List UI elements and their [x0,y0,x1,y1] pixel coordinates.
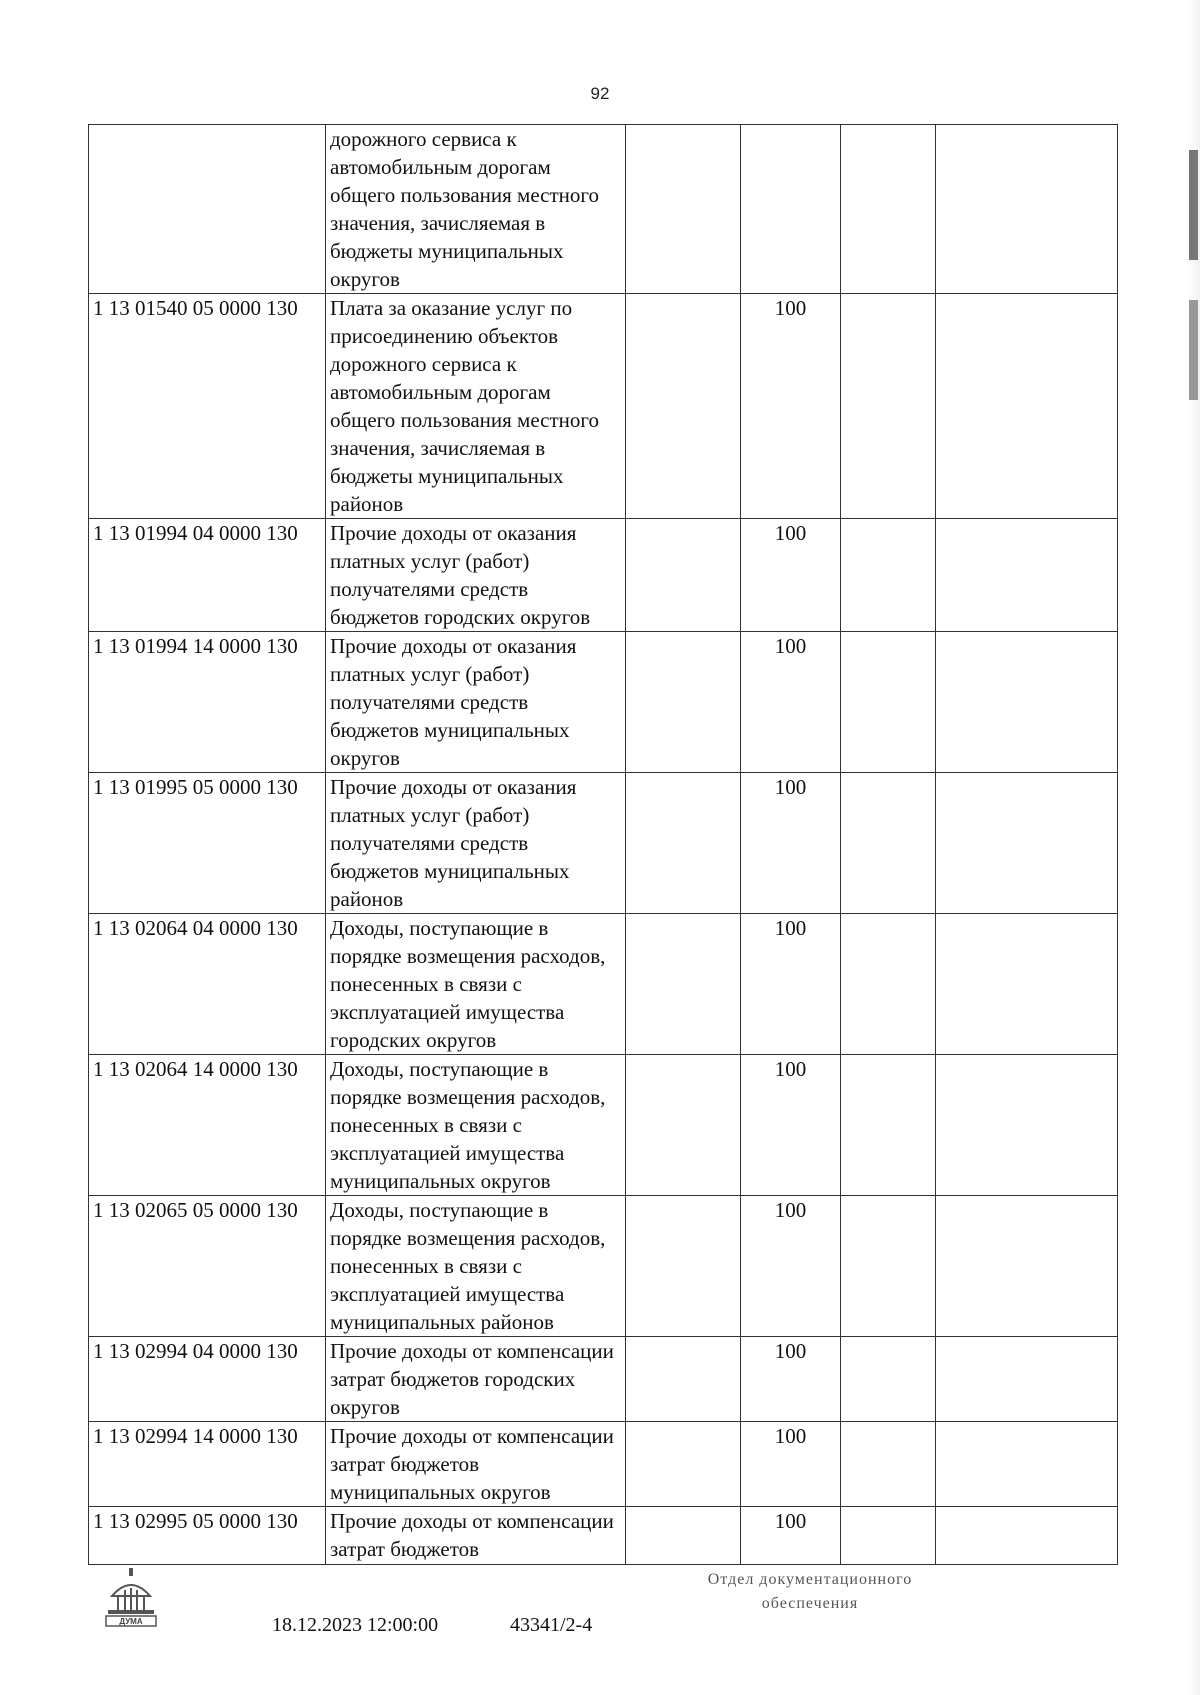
table-row [89,1337,1118,1422]
revenue-table [88,124,1118,1565]
stamp-line: обеспечения [761,1595,859,1612]
value-cell [741,125,841,294]
empty-cell [936,294,1118,519]
empty-cell [936,519,1118,632]
table-row [89,773,1118,914]
table-row [89,125,1118,294]
empty-cell [626,1422,741,1507]
empty-cell [626,1055,741,1196]
description-cell: Прочие доходы от оказания платных услуг (работ) получателями средств бюджетов муниципальных районов [326,773,626,914]
description-cell: Прочие доходы от оказания платных услуг (работ) получателями средств бюджетов муниципальных округов [326,632,626,773]
table-row [89,914,1118,1055]
empty-cell [841,1507,936,1565]
empty-cell [626,914,741,1055]
budget-code-cell: 1 13 02994 14 0000 130 [89,1422,326,1507]
value-cell: 100 [741,914,841,1055]
table-row [89,1507,1118,1565]
empty-cell [841,125,936,294]
budget-code-cell: 1 13 02064 04 0000 130 [89,914,326,1055]
empty-cell [936,773,1118,914]
empty-cell [936,1422,1118,1507]
budget-code-cell: 1 13 02994 04 0000 130 [89,1337,326,1422]
empty-cell [841,519,936,632]
description-cell: Прочие доходы от компенсации затрат бюджетов муниципальных округов [326,1422,626,1507]
budget-code-cell: 1 13 02995 05 0000 130 [89,1507,326,1565]
empty-cell [936,1055,1118,1196]
registration-datetime: 18.12.2023 12:00:00 [272,1614,439,1636]
empty-cell [841,1055,936,1196]
value-cell: 100 [741,1055,841,1196]
budget-code-cell: 1 13 02065 05 0000 130 [89,1196,326,1337]
value-cell: 100 [741,1422,841,1507]
table-row [89,1055,1118,1196]
budget-code-cell [89,125,326,294]
description-cell: Доходы, поступающие в порядке возмещения расходов, понесенных в связи с эксплуатацией имущества муниципальных районов [326,1196,626,1337]
table-row [89,1196,1118,1337]
stamp-line: Отдел документационного [707,1571,913,1588]
description-cell: Прочие доходы от компенсации затрат бюджетов [326,1507,626,1565]
empty-cell [936,1196,1118,1337]
description-cell: Доходы, поступающие в порядке возмещения расходов, понесенных в связи с эксплуатацией имущества городских округов [326,914,626,1055]
department-stamp [660,1568,960,1616]
value-cell: 100 [741,1196,841,1337]
empty-cell [841,1422,936,1507]
scan-artifact [1189,300,1198,400]
description-cell: Прочие доходы от оказания платных услуг (работ) получателями средств бюджетов городских округов [326,519,626,632]
table-row [89,1422,1118,1507]
document-number: 43341/2-4 [510,1614,593,1636]
empty-cell [626,1196,741,1337]
empty-cell [841,632,936,773]
empty-cell [841,914,936,1055]
table-row [89,294,1118,519]
value-cell: 100 [741,773,841,914]
duma-logo-icon [100,1566,162,1628]
scan-artifact [1189,150,1198,260]
empty-cell [626,1337,741,1422]
empty-cell [936,1507,1118,1565]
empty-cell [936,125,1118,294]
scan-edge [1186,0,1200,1695]
budget-code-cell: 1 13 01994 14 0000 130 [89,632,326,773]
empty-cell [626,519,741,632]
empty-cell [626,125,741,294]
budget-code-cell: 1 13 01995 05 0000 130 [89,773,326,914]
empty-cell [626,1507,741,1565]
empty-cell [626,632,741,773]
description-cell: Плата за оказание услуг по присоединению объектов дорожного сервиса к автомобильным дорогам общего пользования местного значения, зачисляемая в бюджеты муниципальных районов [326,294,626,519]
page-number: 92 [590,84,610,103]
table-row [89,519,1118,632]
value-cell: 100 [741,294,841,519]
budget-code-cell: 1 13 02064 14 0000 130 [89,1055,326,1196]
logo-text: ДУМА [119,1617,143,1626]
empty-cell [936,914,1118,1055]
empty-cell [841,294,936,519]
value-cell: 100 [741,1507,841,1565]
empty-cell [936,1337,1118,1422]
value-cell: 100 [741,519,841,632]
empty-cell [626,773,741,914]
budget-code-cell: 1 13 01540 05 0000 130 [89,294,326,519]
empty-cell [841,773,936,914]
description-cell: Доходы, поступающие в порядке возмещения расходов, понесенных в связи с эксплуатацией имущества муниципальных округов [326,1055,626,1196]
description-cell: дорожного сервиса к автомобильным дорогам общего пользования местного значения, зачисляемая в бюджеты муниципальных округов [326,125,626,294]
empty-cell [936,632,1118,773]
budget-code-cell: 1 13 01994 04 0000 130 [89,519,326,632]
table-row [89,632,1118,773]
empty-cell [841,1337,936,1422]
empty-cell [841,1196,936,1337]
description-cell: Прочие доходы от компенсации затрат бюджетов городских округов [326,1337,626,1422]
value-cell: 100 [741,632,841,773]
value-cell: 100 [741,1337,841,1422]
empty-cell [626,294,741,519]
